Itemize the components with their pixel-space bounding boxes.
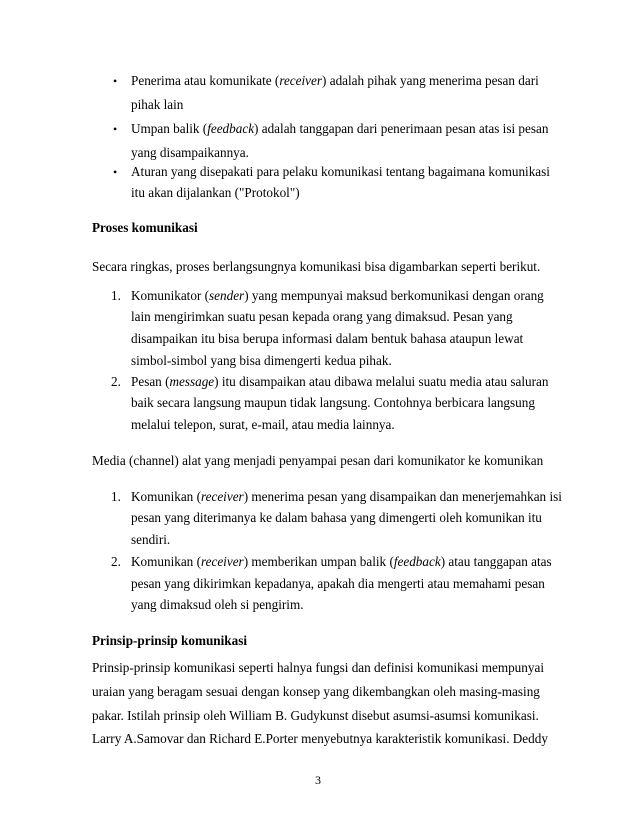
- bullet-marker: •: [113, 122, 118, 136]
- list-line: Pesan (message) itu disampaikan atau dibawa melalui suatu media atau saluran: [131, 374, 549, 389]
- list-line: Komunikator (sender) yang mempunyai maksud berkomunikasi dengan orang: [131, 288, 544, 303]
- section-heading: Proses komunikasi: [92, 220, 198, 235]
- list-line: pesan yang diterimanya ke dalam bahasa yang dimengerti oleh komunikan itu: [131, 510, 542, 525]
- bullet-line: Aturan yang disepakati para pelaku komunikasi tentang bagaimana komunikasi: [131, 164, 550, 179]
- paragraph-line: Media (channel) alat yang menjadi penyampai pesan dari komunikator ke komunikan: [92, 453, 544, 468]
- bullet-line: Umpan balik (feedback) adalah tanggapan dari penerimaan pesan atas isi pesan: [131, 121, 549, 136]
- bullet-line: itu akan dijalankan ("Protokol"): [131, 185, 300, 200]
- list-line: Komunikan (receiver) memberikan umpan balik (feedback) atau tanggapan atas: [131, 554, 552, 569]
- list-line: disampaikan itu bisa berupa informasi dalam bentuk bahasa ataupun lewat: [131, 331, 524, 346]
- bullet-line: pihak lain: [131, 97, 184, 112]
- bullet-marker: •: [113, 165, 118, 179]
- page-number: 3: [315, 773, 321, 787]
- list-line: melalui telepon, surat, e-mail, atau media lainnya.: [131, 417, 395, 432]
- section-heading: Prinsip-prinsip komunikasi: [92, 633, 248, 648]
- list-number: 2.: [111, 554, 121, 569]
- list-line: pesan yang dikirimkan kepadanya, apakah dia mengerti atau memahami pesan: [131, 576, 545, 591]
- paragraph-line: Larry A.Samovar dan Richard E.Porter menyebutnya karakteristik komunikasi. Deddy: [92, 731, 548, 746]
- list-line: simbol-simbol yang bisa dimengerti kedua pihak.: [131, 353, 392, 368]
- list-line: baik secara langsung maupun tidak langsung. Contohnya berbicara langsung: [131, 395, 535, 410]
- bullet-marker: •: [113, 74, 118, 88]
- list-line: yang dimaksud oleh si pengirim.: [131, 597, 304, 612]
- list-line: lain mengirimkan suatu pesan kepada orang yang dimaksud. Pesan yang: [131, 309, 513, 324]
- paragraph-line: Secara ringkas, proses berlangsungnya komunikasi bisa digambarkan seperti berikut.: [92, 259, 541, 274]
- paragraph-line: uraian yang beragam sesuai dengan konsep yang dikembangkan oleh masing-masing: [92, 684, 540, 699]
- list-number: 1.: [111, 288, 121, 303]
- list-line: sendiri.: [131, 532, 171, 547]
- bullet-line: Penerima atau komunikate (receiver) adalah pihak yang menerima pesan dari: [131, 73, 539, 88]
- paragraph-line: pakar. Istilah prinsip oleh William B. Gudykunst disebut asumsi-asumsi komunikasi.: [92, 708, 539, 723]
- list-line: Komunikan (receiver) menerima pesan yang disampaikan dan menerjemahkan isi: [131, 489, 562, 504]
- bullet-line: yang disampaikannya.: [131, 145, 249, 160]
- list-number: 1.: [111, 489, 121, 504]
- paragraph-line: Prinsip-prinsip komunikasi seperti halnya fungsi dan definisi komunikasi mempunyai: [92, 660, 544, 675]
- list-number: 2.: [111, 374, 121, 389]
